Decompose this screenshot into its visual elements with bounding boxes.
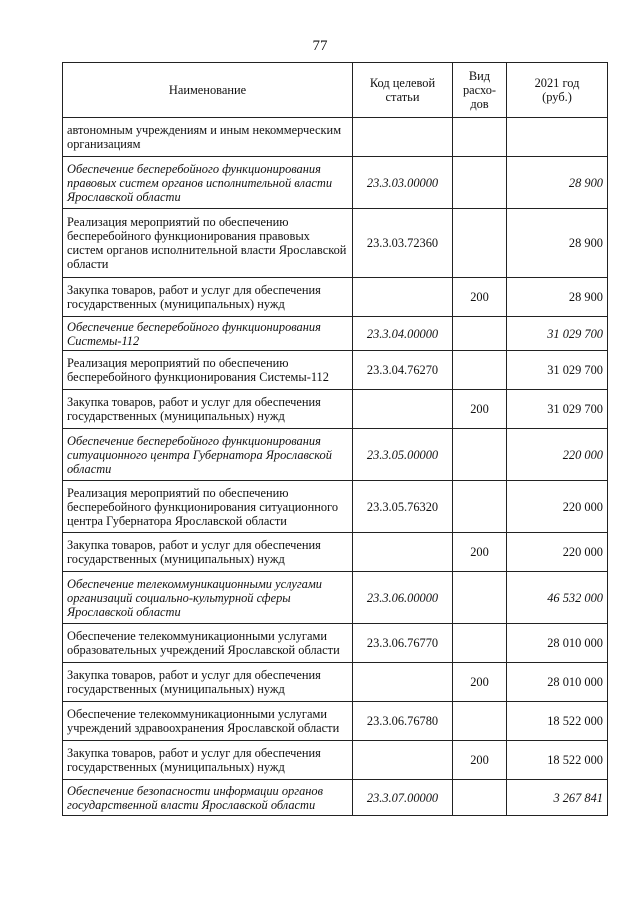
header-name: Наименование bbox=[63, 63, 353, 118]
table-row bbox=[63, 663, 608, 702]
cell-type: 200 bbox=[453, 390, 507, 429]
cell-amount: 28 900 bbox=[507, 157, 608, 209]
cell-name: Обеспечение бесперебойного функционирования ситуационного центра Губернатора Ярославской области bbox=[63, 429, 353, 481]
cell-amount: 220 000 bbox=[507, 429, 608, 481]
header-code-line: Код целевой bbox=[369, 76, 436, 90]
table-row bbox=[63, 118, 608, 157]
cell-code: 23.3.06.76780 bbox=[353, 702, 453, 741]
cell-code: 23.3.06.76770 bbox=[353, 624, 453, 663]
cell-name: Обеспечение бесперебойного функционирования Системы-112 bbox=[63, 317, 353, 351]
cell-name: Закупка товаров, работ и услуг для обеспечения государственных (муниципальных) нужд bbox=[63, 741, 353, 780]
cell-name: Закупка товаров, работ и услуг для обеспечения государственных (муниципальных) нужд bbox=[63, 390, 353, 429]
cell-code: 23.3.03.00000 bbox=[353, 157, 453, 209]
cell-name: Обеспечение безопасности информации органов государственной власти Ярославской области bbox=[63, 780, 353, 816]
table-row bbox=[63, 278, 608, 317]
table-header bbox=[63, 63, 608, 118]
cell-amount: 3 267 841 bbox=[507, 780, 608, 816]
cell-code: 23.3.06.00000 bbox=[353, 572, 453, 624]
cell-code bbox=[353, 663, 453, 702]
header-code-line: статьи bbox=[385, 90, 420, 104]
cell-amount: 31 029 700 bbox=[507, 351, 608, 390]
cell-amount: 220 000 bbox=[507, 533, 608, 572]
cell-type bbox=[453, 118, 507, 157]
header-type-line: расхо- bbox=[462, 83, 497, 97]
cell-name: автономным учреждениям и иным некоммерческим организациям bbox=[63, 118, 353, 157]
page-number: 77 bbox=[312, 38, 328, 54]
cell-type bbox=[453, 317, 507, 351]
cell-type: 200 bbox=[453, 663, 507, 702]
budget-table bbox=[62, 62, 608, 816]
table-row bbox=[63, 533, 608, 572]
table-row bbox=[63, 780, 608, 816]
cell-code bbox=[353, 118, 453, 157]
cell-name: Обеспечение телекоммуникационными услугами учреждений здравоохранения Ярославской области bbox=[63, 702, 353, 741]
table-row bbox=[63, 390, 608, 429]
cell-type bbox=[453, 572, 507, 624]
header-type bbox=[453, 63, 507, 118]
cell-code: 23.3.05.00000 bbox=[353, 429, 453, 481]
cell-amount: 220 000 bbox=[507, 481, 608, 533]
cell-amount: 31 029 700 bbox=[507, 317, 608, 351]
cell-type bbox=[453, 780, 507, 816]
header-row bbox=[63, 63, 608, 118]
cell-amount: 31 029 700 bbox=[507, 390, 608, 429]
table-row bbox=[63, 481, 608, 533]
table-row bbox=[63, 429, 608, 481]
cell-code: 23.3.05.76320 bbox=[353, 481, 453, 533]
cell-amount: 28 010 000 bbox=[507, 663, 608, 702]
cell-type: 200 bbox=[453, 278, 507, 317]
cell-name: Обеспечение бесперебойного функционирования правовых систем органов исполнительной власти Ярославской области bbox=[63, 157, 353, 209]
header-type-line: дов bbox=[470, 97, 489, 111]
cell-code bbox=[353, 390, 453, 429]
cell-amount: 28 900 bbox=[507, 209, 608, 278]
cell-code bbox=[353, 278, 453, 317]
table-row bbox=[63, 702, 608, 741]
cell-amount: 18 522 000 bbox=[507, 741, 608, 780]
cell-name: Обеспечение телекоммуникационными услугами образовательных учреждений Ярославской области bbox=[63, 624, 353, 663]
cell-name: Реализация мероприятий по обеспечению бесперебойного функционирования ситуационного центра Губернатора Ярославской области bbox=[63, 481, 353, 533]
cell-name: Реализация мероприятий по обеспечению бесперебойного функционирования правовых систем органов исполнительной власти Ярославской области bbox=[63, 209, 353, 278]
cell-type bbox=[453, 624, 507, 663]
cell-amount: 46 532 000 bbox=[507, 572, 608, 624]
cell-code: 23.3.04.76270 bbox=[353, 351, 453, 390]
cell-code: 23.3.03.72360 bbox=[353, 209, 453, 278]
cell-name: Закупка товаров, работ и услуг для обеспечения государственных (муниципальных) нужд bbox=[63, 278, 353, 317]
table-row bbox=[63, 157, 608, 209]
header-amount-line: 2021 год bbox=[534, 76, 580, 90]
cell-amount: 18 522 000 bbox=[507, 702, 608, 741]
cell-code bbox=[353, 533, 453, 572]
cell-code: 23.3.04.00000 bbox=[353, 317, 453, 351]
table-row bbox=[63, 351, 608, 390]
cell-type: 200 bbox=[453, 533, 507, 572]
cell-type bbox=[453, 481, 507, 533]
cell-type: 200 bbox=[453, 741, 507, 780]
cell-name: Реализация мероприятий по обеспечению бесперебойного функционирования Системы-112 bbox=[63, 351, 353, 390]
header-amount-line: (руб.) bbox=[542, 90, 572, 104]
table-row bbox=[63, 317, 608, 351]
table-row bbox=[63, 624, 608, 663]
cell-name: Закупка товаров, работ и услуг для обеспечения государственных (муниципальных) нужд bbox=[63, 663, 353, 702]
cell-code: 23.3.07.00000 bbox=[353, 780, 453, 816]
table-row bbox=[63, 741, 608, 780]
cell-amount: 28 900 bbox=[507, 278, 608, 317]
cell-type bbox=[453, 429, 507, 481]
cell-name: Закупка товаров, работ и услуг для обеспечения государственных (муниципальных) нужд bbox=[63, 533, 353, 572]
table-body bbox=[63, 118, 608, 816]
cell-type bbox=[453, 209, 507, 278]
header-code bbox=[353, 63, 453, 118]
cell-type bbox=[453, 157, 507, 209]
cell-code bbox=[353, 741, 453, 780]
cell-name: Обеспечение телекоммуникационными услугами организаций социально-культурной сферы Ярославской области bbox=[63, 572, 353, 624]
table-row bbox=[63, 209, 608, 278]
header-type-line: Вид bbox=[468, 69, 491, 83]
cell-type bbox=[453, 351, 507, 390]
header-amount bbox=[507, 63, 608, 118]
cell-amount: 28 010 000 bbox=[507, 624, 608, 663]
cell-type bbox=[453, 702, 507, 741]
table-row bbox=[63, 572, 608, 624]
cell-amount bbox=[507, 118, 608, 157]
